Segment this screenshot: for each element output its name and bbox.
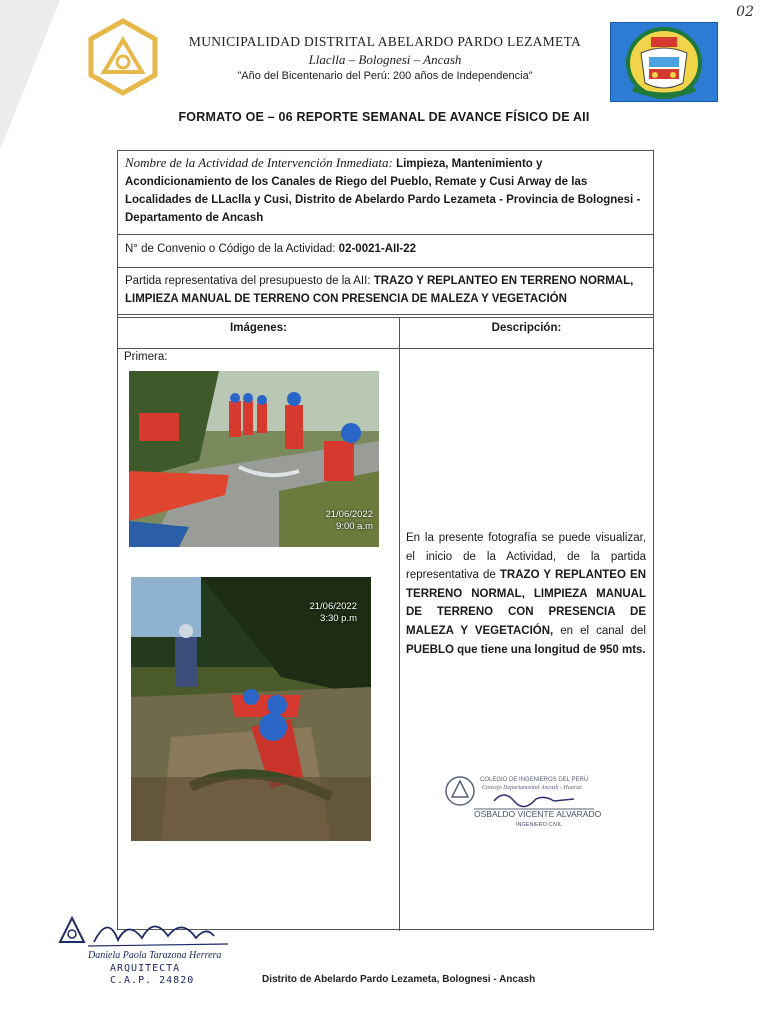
architect-registration: C.A.P. 24820 [110, 975, 195, 986]
district-coat-of-arms [610, 22, 718, 102]
photo-channel-cleaning-morning [129, 371, 379, 547]
engineer-stamp-line-1: COLEGIO DE INGENIEROS DEL PERÚ [480, 777, 589, 783]
description-part-2: en el canal del [560, 624, 646, 637]
municipality-hexagon-logo [84, 18, 162, 96]
photo-1-time: 9:00 a.m [336, 521, 373, 532]
page-fold-shadow [0, 0, 60, 150]
architect-signature-block [58, 912, 238, 992]
code-value: 02-0021-AII-22 [338, 243, 417, 255]
activity-value: Limpieza, Mantenimiento y Acondicionamiento de los Canales de Riego del Pueblo, Remate y Cusi Arway de las Localidades de LLaclla y Cusi, Distrito de Abelardo Pardo Lezameta - Provincia de Bolognesi - Departamento de Ancash [125, 158, 641, 224]
images-column-header: Imágenes: [118, 318, 400, 348]
engineer-stamp-role: INGENIERO CIVIL [516, 822, 563, 828]
letterhead [170, 34, 600, 82]
code-label: N° de Convenio o Código de la Actividad: [125, 243, 336, 255]
code-row [118, 235, 653, 268]
partida-row [118, 268, 653, 315]
description-part-1: En la presente fotografía se puede visualizar, el inicio de la Actividad, de la partida representativa de [406, 532, 646, 582]
photo-1-date: 21/06/2022 [325, 509, 373, 520]
columns-body [118, 349, 653, 931]
institution-name: MUNICIPALIDAD DISTRITAL ABELARDO PARDO LEZAMETA [188, 34, 582, 49]
photo-2-time: 3:30 p.m [320, 613, 357, 624]
handwritten-page-number: 02 [736, 4, 754, 20]
year-motto: "Año del Bicentenario del Perú: 200 años de Independencia" [237, 70, 533, 82]
columns-header [118, 318, 653, 349]
document-title: FORMATO OE – 06 REPORTE SEMANAL DE AVANCE FÍSICO DE AII [178, 110, 590, 124]
architect-name: Daniela Paola Tarazona Herrera [88, 950, 222, 961]
description-text [406, 529, 646, 659]
institution-location: Llaclla – Bolognesi – Ancash [308, 52, 462, 67]
page-footer: Distrito de Abelardo Pardo Lezameta, Bolognesi - Ancash [262, 974, 536, 985]
photo-2-date: 21/06/2022 [309, 601, 357, 612]
activity-row [118, 151, 653, 235]
images-cell [118, 349, 400, 931]
architect-title: ARQUITECTA [110, 963, 181, 974]
photo-2-timestamp [309, 601, 357, 625]
partida-value: TRAZO Y REPLANTEO EN TERRENO NORMAL, LIMPIEZA MANUAL DE TERRENO CON PRESENCIA DE MALEZA Y VEGETACIÓN [125, 275, 634, 305]
engineer-seal-signature [444, 771, 614, 831]
description-bold-2: PUEBLO que tiene una longitud de 950 mts. [406, 643, 646, 656]
partida-label: Partida representativa del presupuesto de la AII: [125, 275, 371, 287]
engineer-stamp-name: OSBALDO VICENTE ALVARADO [474, 809, 602, 819]
photo-vegetation-clearing-afternoon [131, 577, 371, 841]
primera-label: Primera: [124, 351, 168, 363]
activity-label: Nombre de la Actividad de Intervención Inmediata: [125, 155, 393, 170]
report-form [117, 150, 654, 930]
description-cell [400, 349, 653, 931]
description-column-header: Descripción: [491, 322, 562, 334]
architect-signature [58, 912, 238, 952]
description-bold-1: TRAZO Y REPLANTEO EN TERRENO NORMAL, LIMPIEZA MANUAL DE TERRENO CON PRESENCIA DE MALEZA Y VEGETACIÓN, [406, 569, 646, 637]
engineer-stamp-line-2: Consejo Departamental Ancash - Huaraz [482, 785, 582, 791]
photo-1-timestamp [325, 509, 373, 533]
